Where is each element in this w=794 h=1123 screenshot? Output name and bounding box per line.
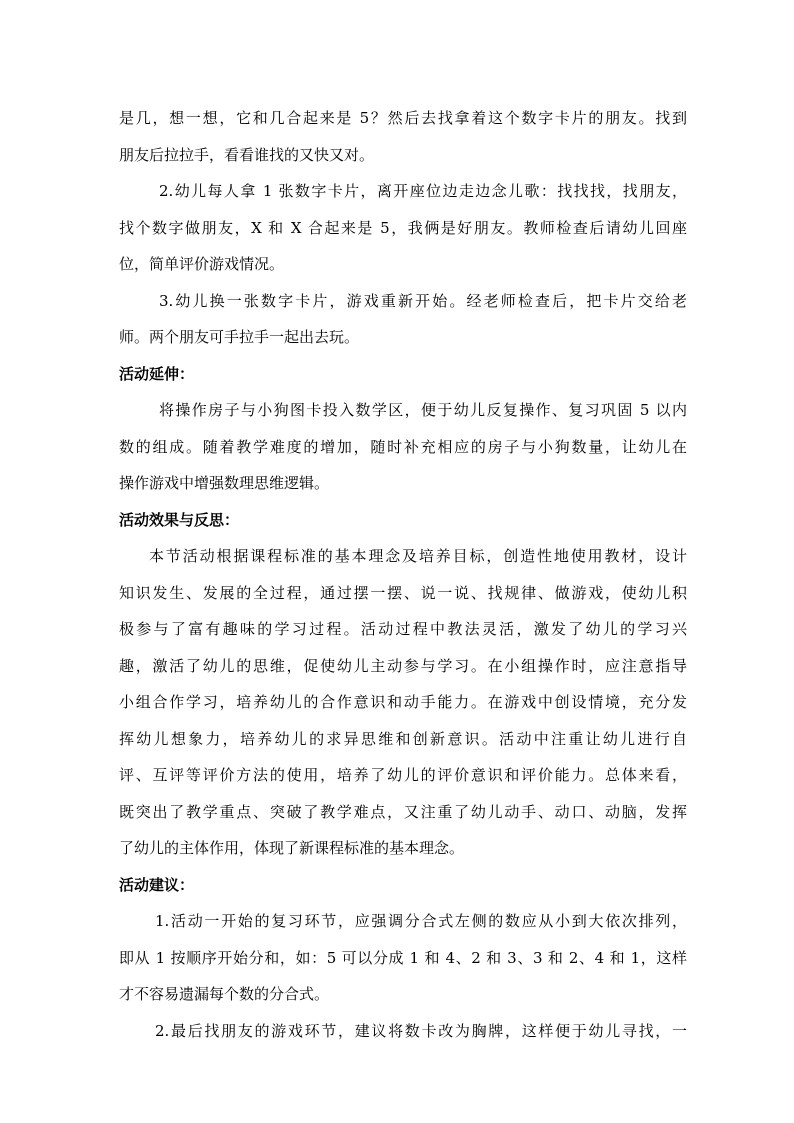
- paragraph-line: 知识发生、发展的全过程，通过摆一摆、说一说、找规律、做游戏，使幼儿积: [119, 583, 687, 602]
- paragraph-line: 数的组成。随着教学难度的增加，随时补充相应的房子与小狗数量，让幼儿在: [119, 437, 687, 456]
- paragraph-line: 挥幼儿想象力，培养幼儿的求异思维和创新意识。活动中注重让幼儿进行自: [119, 729, 687, 748]
- document-body: [119, 100, 687, 1049]
- paragraph-line: 既突出了教学重点、突破了教学难点，又注重了幼儿动手、动口、动脑，发挥: [119, 802, 687, 821]
- paragraph-line: 即从 1 按顺序开始分和，如：5 可以分成 1 和 4、2 和 3、3 和 2、4 和 1，这样: [119, 948, 687, 967]
- paragraph-line: 2.最后找朋友的游戏环节，建议将数卡改为胸牌，这样便于幼儿寻找，一: [155, 1021, 687, 1040]
- paragraph-line: 师。两个朋友可手拉手一起出去玩。: [119, 328, 360, 346]
- section-heading: 活动延伸：: [119, 364, 195, 383]
- paragraph-line: 是几，想一想，它和几合起来是 5？然后去找拿着这个数字卡片的朋友。找到: [119, 109, 687, 127]
- paragraph-line: 本节活动根据课程标准的基本理念及培养目标，创造性地使用教材，设计: [149, 547, 687, 565]
- paragraph-line: 2.幼儿每人拿 1 张数字卡片，离开座位边走边念儿歌：找找找，找朋友，: [159, 182, 687, 200]
- paragraph-line: 1.活动一开始的复习环节，应强调分合式左侧的数应从小到大依次排列，: [155, 912, 687, 930]
- paragraph-line: 朋友后拉拉手，看看谁找的又快又对。: [119, 145, 375, 164]
- paragraph-line: 评、互评等评价方法的使用，培养了幼儿的评价意识和评价能力。总体来看，: [119, 766, 687, 784]
- paragraph-line: 将操作房子与小狗图卡投入数学区，便于幼儿反复操作、复习巩固 5 以内: [159, 401, 687, 419]
- paragraph-line: 了幼儿的主体作用，体现了新课程标准的基本理念。: [119, 839, 465, 857]
- paragraph-line: 操作游戏中增强数理思维逻辑。: [119, 474, 330, 492]
- section-heading: 活动效果与反思：: [119, 510, 240, 529]
- paragraph-line: 才不容易遗漏每个数的分合式。: [119, 985, 330, 1003]
- paragraph-line: 位，简单评价游戏情况。: [119, 255, 285, 273]
- paragraph-line: 小组合作学习，培养幼儿的合作意识和动手能力。在游戏中创设情境，充分发: [119, 693, 687, 711]
- paragraph-line: 找个数字做朋友，X 和 X 合起来是 5，我俩是好朋友。教师检查后请幼儿回座: [119, 218, 687, 237]
- paragraph-line: 3.幼儿换一张数字卡片，游戏重新开始。经老师检查后，把卡片交给老: [159, 291, 687, 310]
- paragraph-line: 极参与了富有趣味的学习过程。活动过程中教法灵活，激发了幼儿的学习兴: [119, 620, 687, 638]
- paragraph-line: 趣，激活了幼儿的思维，促使幼儿主动参与学习。在小组操作时，应注意指导: [119, 656, 687, 675]
- section-heading: 活动建议：: [119, 875, 195, 894]
